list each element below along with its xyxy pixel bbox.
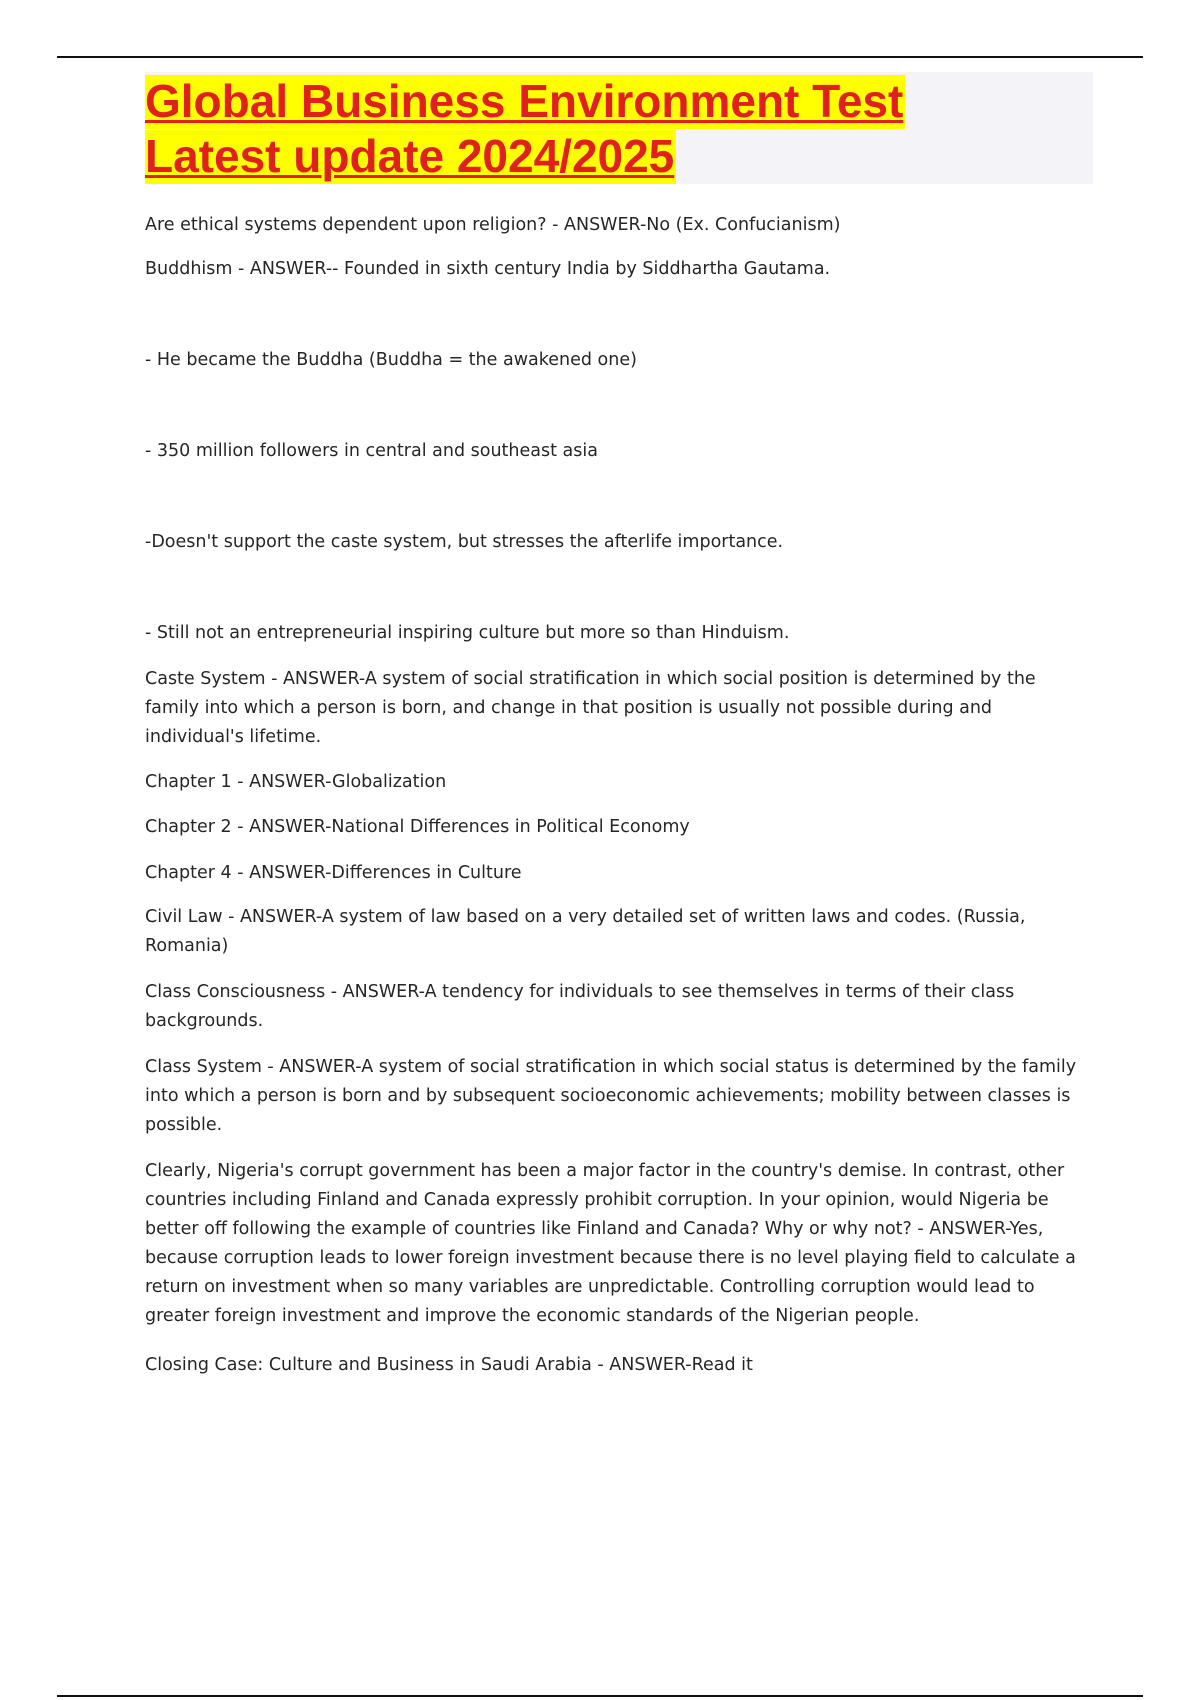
qa-entry: Class Consciousness - ANSWER-A tendency for individuals to see themselves in terms of their class backgrounds. [145, 982, 1015, 1031]
qa-entry-bullet: - He became the Buddha (Buddha = the awakened one) [145, 350, 637, 370]
top-rule [57, 56, 1143, 58]
bottom-rule [57, 1695, 1143, 1697]
qa-entry: Chapter 2 - ANSWER-National Differences in Political Economy [145, 817, 690, 837]
qa-entry: Closing Case: Culture and Business in Saudi Arabia - ANSWER-Read it [145, 1355, 753, 1375]
qa-entry: Chapter 4 - ANSWER-Differences in Culture [145, 863, 522, 883]
qa-entry: Civil Law - ANSWER-A system of law based on a very detailed set of written laws and codes. (Russia, Romania) [145, 907, 1026, 956]
document-title-line-1: Global Business Environment Test [145, 75, 904, 127]
qa-entry: Caste System - ANSWER-A system of social stratification in which social position is determined by the family into which a person is born, and change in that position is usually not possible during and individual's lifetime. [145, 669, 1036, 747]
qa-entry-bullet: - 350 million followers in central and southeast asia [145, 441, 598, 461]
qa-entry-bullet: -Doesn't support the caste system, but stresses the afterlife importance. [145, 532, 784, 552]
qa-entry: Class System - ANSWER-A system of social stratification in which social status is determined by the family into which a person is born and by subsequent socioeconomic achievements; mobility between classes is possible. [145, 1057, 1077, 1135]
qa-entry: Chapter 1 - ANSWER-Globalization [145, 772, 447, 792]
qa-entry: Clearly, Nigeria's corrupt government has been a major factor in the country's demise. In contrast, other countries including Finland and Canada expressly prohibit corruption. In your opinion, would Nigeria be better off following the example of countries like Finland and Canada? Why or why not? - ANSWER-Yes, because corruption leads to lower foreign investment because there is no level playing field to calculate a return on investment when so many variables are unpredictable. Controlling corruption would lead to greater foreign investment and improve the economic standards of the Nigerian people. [145, 1161, 1076, 1326]
qa-entry: Are ethical systems dependent upon religion? - ANSWER-No (Ex. Confucianism) [145, 215, 841, 235]
document-title-line-2: Latest update 2024/2025 [145, 130, 675, 182]
qa-entry: Buddhism - ANSWER-- Founded in sixth century India by Siddhartha Gautama. [145, 259, 831, 279]
qa-entry-bullet: - Still not an entrepreneurial inspiring culture but more so than Hinduism. [145, 623, 790, 643]
